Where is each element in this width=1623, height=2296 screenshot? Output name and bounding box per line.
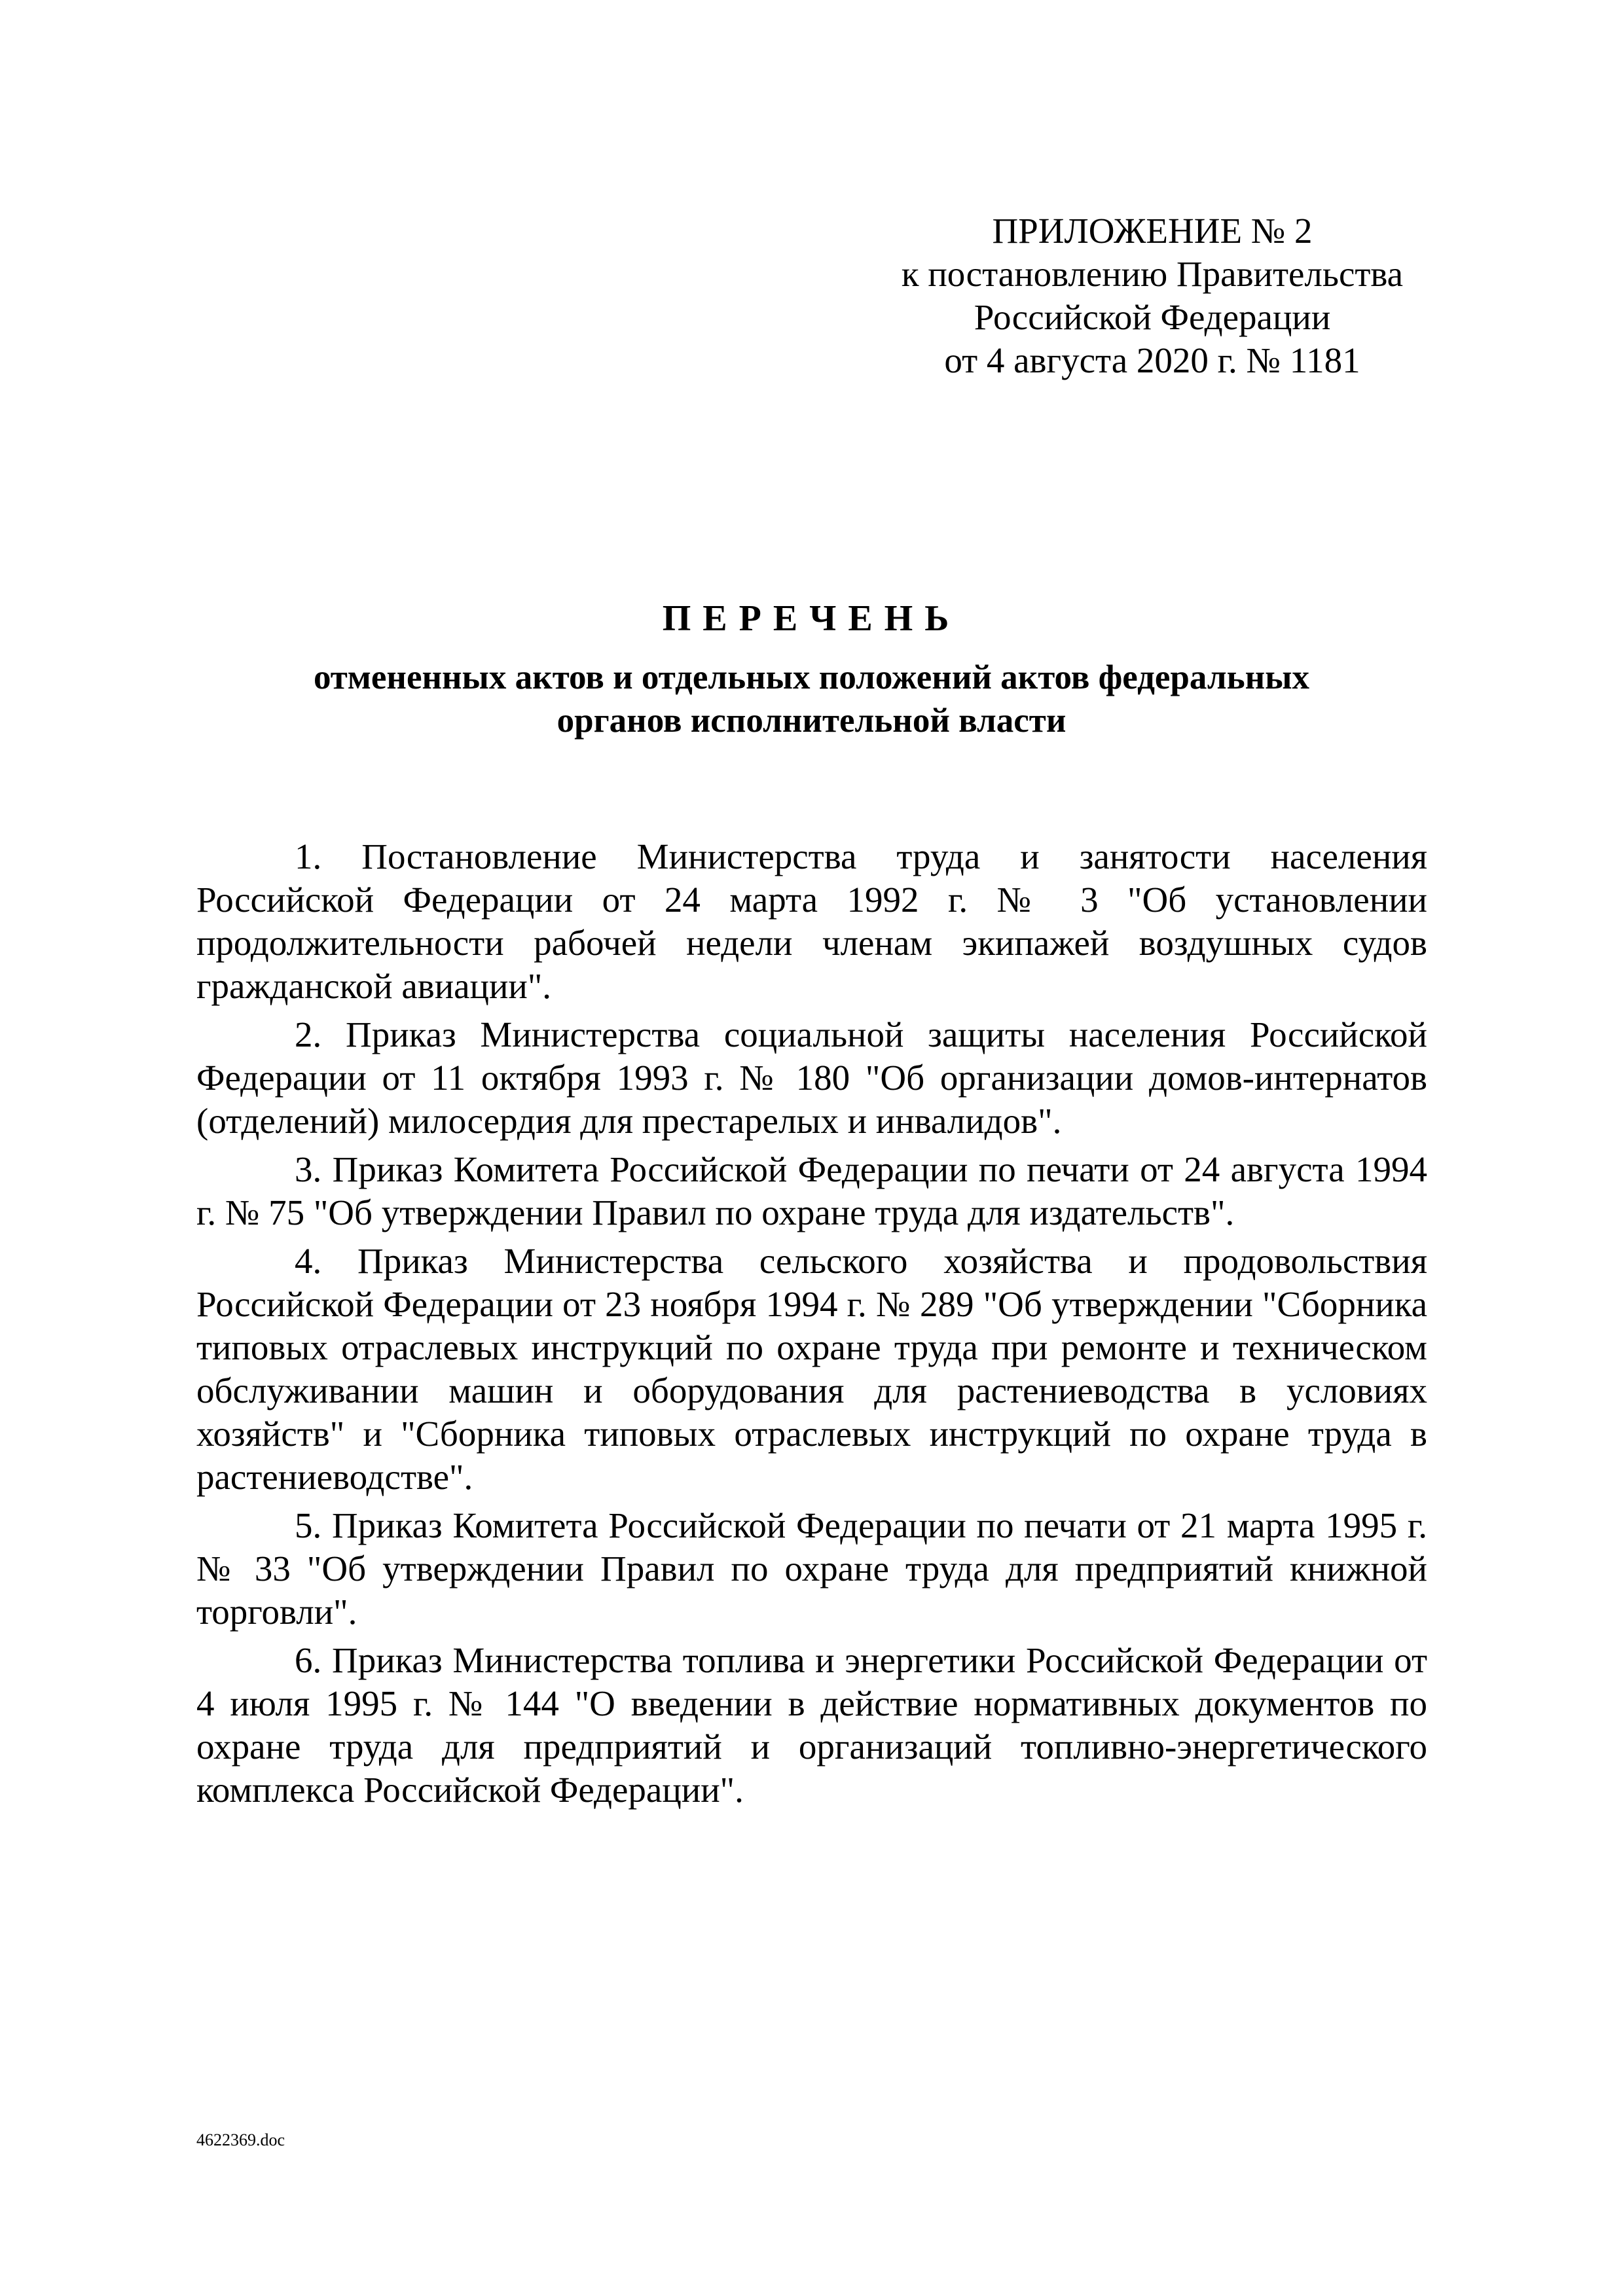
list-item-5: 5. Приказ Комитета Российской Федерации по печати от 21 марта 1995 г. № 33 "Об утверждении Правил по охране труда для предприятий книжной торговли". — [196, 1505, 1427, 1632]
appendix-government: Российской Федерации — [974, 297, 1331, 337]
list-item-2: 2. Приказ Министерства социальной защиты населения Российской Федерации от 11 октября 1993 г. № 180 "Об организации домов-интернатов (отделений) милосердия для престарелых и инвалидов". — [196, 1014, 1427, 1141]
acts-list — [196, 835, 1427, 1817]
list-item-1: 1. Постановление Министерства труда и занятости населения Российской Федерации от 24 марта 1992 г. № 3 "Об установлении продолжительности рабочей недели членам экипажей воздушных судов гражданской авиации". — [196, 836, 1427, 1006]
appendix-header — [864, 209, 1440, 382]
document-subtitle — [196, 656, 1427, 742]
list-item-3: 3. Приказ Комитета Российской Федерации по печати от 24 августа 1994 г. № 75 "Об утверждении Правил по охране труда для издательств". — [196, 1149, 1427, 1232]
list-item-4: 4. Приказ Министерства сельского хозяйства и продовольствия Российской Федерации от 23 ноября 1994 г. № 289 "Об утверждении "Сборника типовых отраслевых инструкций по охране труда при ремонте и техническом обслуживании машин и оборудования для растениеводства в условиях хозяйств" и "Сборника типовых отраслевых инструкций по охране труда в растениеводстве". — [196, 1241, 1427, 1497]
document-title: ПЕРЕЧЕНЬ — [662, 598, 961, 639]
file-name-footer: 4622369.doc — [196, 2130, 285, 2149]
appendix-date-number: от 4 августа 2020 г. № 1181 — [944, 340, 1360, 380]
appendix-reference: к постановлению Правительства — [901, 254, 1404, 294]
subtitle-line-2: органов исполнительной власти — [556, 702, 1067, 740]
subtitle-line-1: отмененных актов и отдельных положений актов федеральных — [313, 658, 1310, 696]
list-item-6: 6. Приказ Министерства топлива и энергетики Российской Федерации от 4 июля 1995 г. № 144 "О введении в действие нормативных документов по охране труда для предприятий и организаций топливно-энергетического комплекса Российской Федерации". — [196, 1640, 1427, 1810]
appendix-number: ПРИЛОЖЕНИЕ № 2 — [992, 211, 1313, 251]
